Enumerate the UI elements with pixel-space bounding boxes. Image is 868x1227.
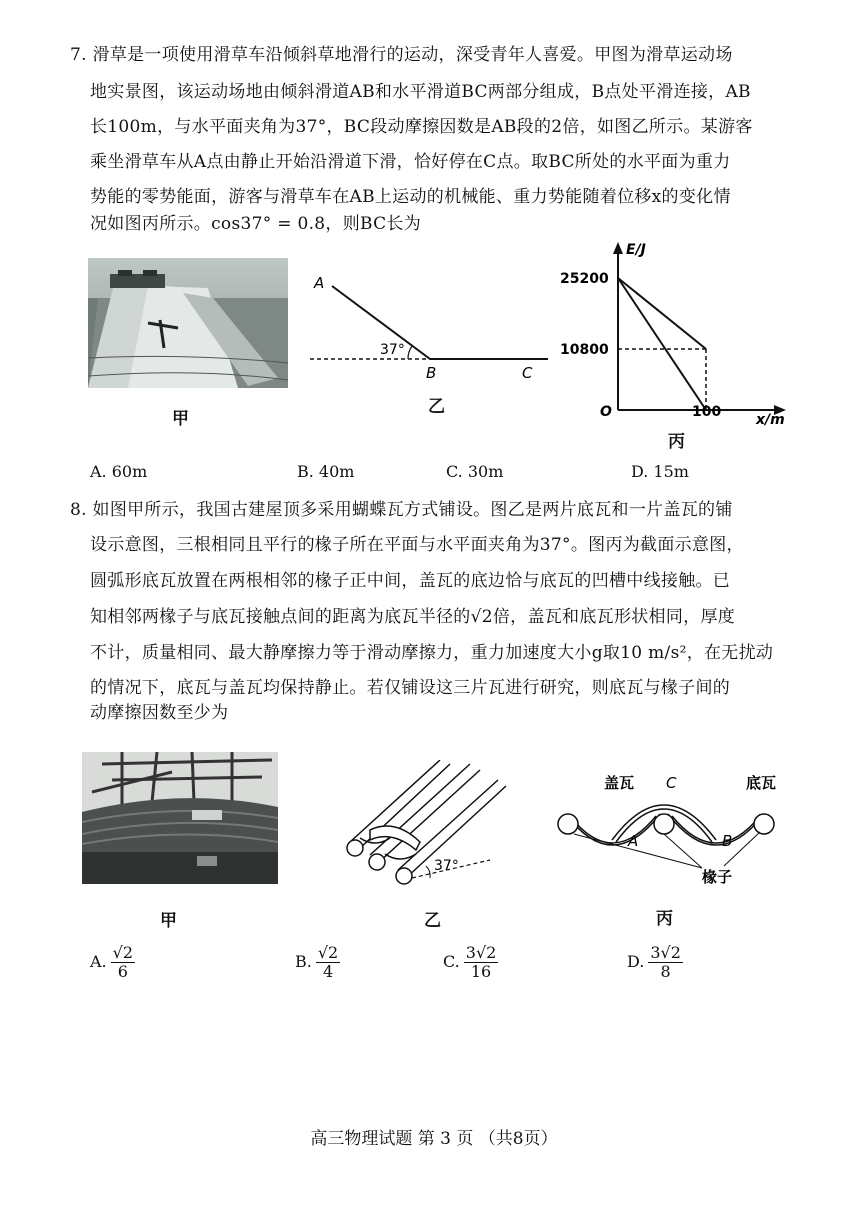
q8-line: 知相邻两椽子与底瓦接触点间的距离为底瓦半径的√2倍，盖瓦和底瓦形状相同，厚度 [90,607,736,627]
q7-option-a[interactable]: A. 60m [90,462,148,481]
option-fraction [464,944,499,981]
q8-line: 设示意图，三根相同且平行的椽子所在平面与水平面夹角为37°。图丙为截面示意图， [90,535,744,555]
label-a: A [628,832,639,850]
q8-option-a[interactable] [90,944,135,981]
rafter-end [347,840,363,856]
q7-line: 长100m，与水平面夹角为37°，BC段动摩擦因数是AB段的2倍，如图乙所示。某游客 [90,117,753,137]
q7-photo-grass-slope [88,258,288,388]
mechanical-energy-line [618,278,706,349]
q8-option-c[interactable] [443,944,498,981]
q8-caption-yi: 乙 [424,911,441,931]
q7-line: 地实景图，该运动场地由倾斜滑道AB和水平滑道BC两部分组成，B点处平滑连接，AB [90,82,751,102]
rafter [654,814,674,834]
rafter [754,814,774,834]
rafter-end [396,868,412,884]
q7-option-c[interactable]: C. 30m [446,462,504,481]
q7-option-d[interactable]: D. 15m [631,462,689,481]
q7-line: 7. 滑草是一项使用滑草车沿倾斜草地滑行的运动，深受青年人喜爱。甲图为滑草运动场 [70,45,733,65]
angle-arc [426,866,430,878]
q8-line: 动摩擦因数至少为 [90,703,229,723]
q8-photo-roof [82,752,278,884]
fraction-numerator: √2 [112,943,134,962]
q7-line: 况如图丙所示。cos37° = 0.8，则BC长为 [90,214,422,234]
option-fraction [648,944,683,981]
q8-tile-layout [330,760,530,890]
q8-line: 的情况下，底瓦与盖瓦均保持静止。若仅铺设这三片瓦进行研究，则底瓦与椽子间的 [90,678,731,698]
x-tick-100: 100 [692,404,722,420]
y-axis-label: E/J [626,242,646,258]
angle-label: 37° [434,858,459,874]
fraction-numerator: 3√2 [465,943,497,962]
q7-caption-yi: 乙 [428,397,445,417]
q8-option-b[interactable] [295,944,340,981]
rafter [558,814,578,834]
fraction-numerator: √2 [317,943,339,962]
q7-option-b[interactable]: B. 40m [297,462,355,481]
fraction-denominator: 16 [470,962,492,981]
option-letter: A. [90,952,107,971]
y-tick-25200: 25200 [560,271,609,287]
option-fraction [111,944,135,981]
label-c: C [522,364,533,382]
label-diwa: 底瓦 [746,774,777,792]
page-footer: 高三物理试题 第 3 页 （共8页） [310,1129,558,1149]
origin-label: O [600,404,612,420]
option-letter: B. [295,952,312,971]
y-tick-10800: 10800 [560,342,609,358]
q8-caption-bing: 丙 [656,909,673,929]
q8-line: 不计，质量相同、最大静摩擦力等于滑动摩擦力，重力加速度大小g取10 m/s²，在无扰动 [90,643,774,663]
q8-line: 8. 如图甲所示，我国古建屋顶多采用蝴蝶瓦方式铺设。图乙是两片底瓦和一片盖瓦的铺 [70,500,733,520]
label-gaiwa: 盖瓦 [604,774,635,792]
q7-line: 乘坐滑草车从A点由静止开始沿滑道下滑，恰好停在C点。取BC所处的水平面为重力 [90,152,731,172]
fraction-numerator: 3√2 [650,943,681,962]
label-chuanzi: 椽子 [702,868,733,885]
angle-label: 37° [380,342,405,358]
cover-tile [370,826,420,850]
fraction-denominator: 8 [660,962,671,981]
q8-line: 圆弧形底瓦放置在两根相邻的椽子正中间，盖瓦的底边恰与底瓦的凹槽中线接触。已 [90,571,731,591]
option-fraction [316,944,340,981]
label-a: A [314,274,325,292]
q8-cross-section [552,770,792,885]
y-axis-arrow [613,242,623,254]
potential-energy-line [618,278,706,410]
q8-option-d[interactable] [627,944,683,981]
q7-energy-graph [556,238,796,428]
q7-caption-jia: 甲 [172,409,189,429]
x-axis-label: x/m [756,412,785,428]
label-c: C [666,774,677,792]
q8-caption-jia: 甲 [160,911,177,931]
rafter-end [369,854,385,870]
option-letter: C. [443,952,460,971]
label-b: B [722,832,733,850]
fraction-denominator: 6 [117,962,128,981]
option-letter: D. [627,952,645,971]
fraction-denominator: 4 [322,962,334,981]
q7-line: 势能的零势能面，游客与滑草车在AB上运动的机械能、重力势能随着位移x的变化情 [90,187,731,207]
q7-slope-diagram [300,268,560,388]
angle-arc [408,346,412,359]
label-b: B [426,364,437,382]
q7-caption-bing: 丙 [668,432,685,452]
